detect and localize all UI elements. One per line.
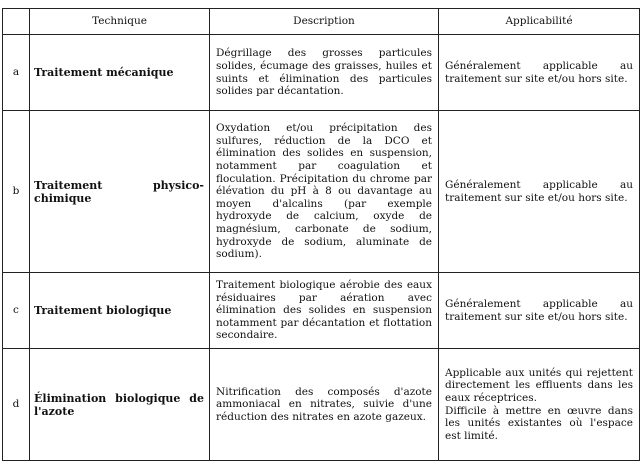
row-index: a xyxy=(3,35,30,111)
header-applicability: Applicabilité xyxy=(439,9,640,35)
technique-name: Traitement physico-chimique xyxy=(30,111,210,273)
technique-applicability xyxy=(439,349,640,461)
header-index xyxy=(3,9,30,35)
applicability-text: Difficile à mettre en œuvre dans les unités existantes où l'espace est limité. xyxy=(445,404,633,442)
table-row xyxy=(3,349,640,461)
applicability-text: Applicable aux unités qui rejettent directement les effluents dans les eaux réceptrices. xyxy=(445,366,633,404)
table-row xyxy=(3,111,640,273)
row-index: c xyxy=(3,273,30,349)
technique-applicability xyxy=(439,111,640,273)
technique-description: Oxydation et/ou précipitation des sulfures, réduction de la DCO et élimination des solides en suspension, notamment par coagulation et floculation. Précipitation du chrome par élévation du pH à 8 ou davantage au moyen d'alcalins (par exemple hydroxyde de calcium, oxyde de magnésium, carbonate de sodium, hydroxyde de sodium, aluminate de sodium). xyxy=(210,111,439,273)
document-page xyxy=(2,8,640,461)
header-description: Description xyxy=(210,9,439,35)
technique-description: Traitement biologique aérobie des eaux résiduaires par aération avec élimination des solides en suspension notamment par décantation et flottation secondaire. xyxy=(210,273,439,349)
table-row xyxy=(3,273,640,349)
technique-name: Élimination biologique de l'azote xyxy=(30,349,210,461)
technique-name: Traitement mécanique xyxy=(30,35,210,111)
table-row xyxy=(3,35,640,111)
applicability-text: Généralement applicable au traitement sur site et/ou hors site. xyxy=(445,297,633,323)
technique-name: Traitement biologique xyxy=(30,273,210,349)
techniques-table xyxy=(2,8,640,461)
technique-description: Nitrification des composés d'azote ammoniacal en nitrates, suivie d'une réduction des nitrates en azote gazeux. xyxy=(210,349,439,461)
applicability-text: Généralement applicable au traitement sur site et/ou hors site. xyxy=(445,59,633,85)
row-index: b xyxy=(3,111,30,273)
header-technique: Technique xyxy=(30,9,210,35)
applicability-text: Généralement applicable au traitement sur site et/ou hors site. xyxy=(445,178,633,204)
technique-description: Dégrillage des grosses particules solides, écumage des graisses, huiles et suints et élimination des particules solides par décantation. xyxy=(210,35,439,111)
row-index: d xyxy=(3,349,30,461)
technique-applicability xyxy=(439,35,640,111)
technique-applicability xyxy=(439,273,640,349)
table-header-row xyxy=(3,9,640,35)
